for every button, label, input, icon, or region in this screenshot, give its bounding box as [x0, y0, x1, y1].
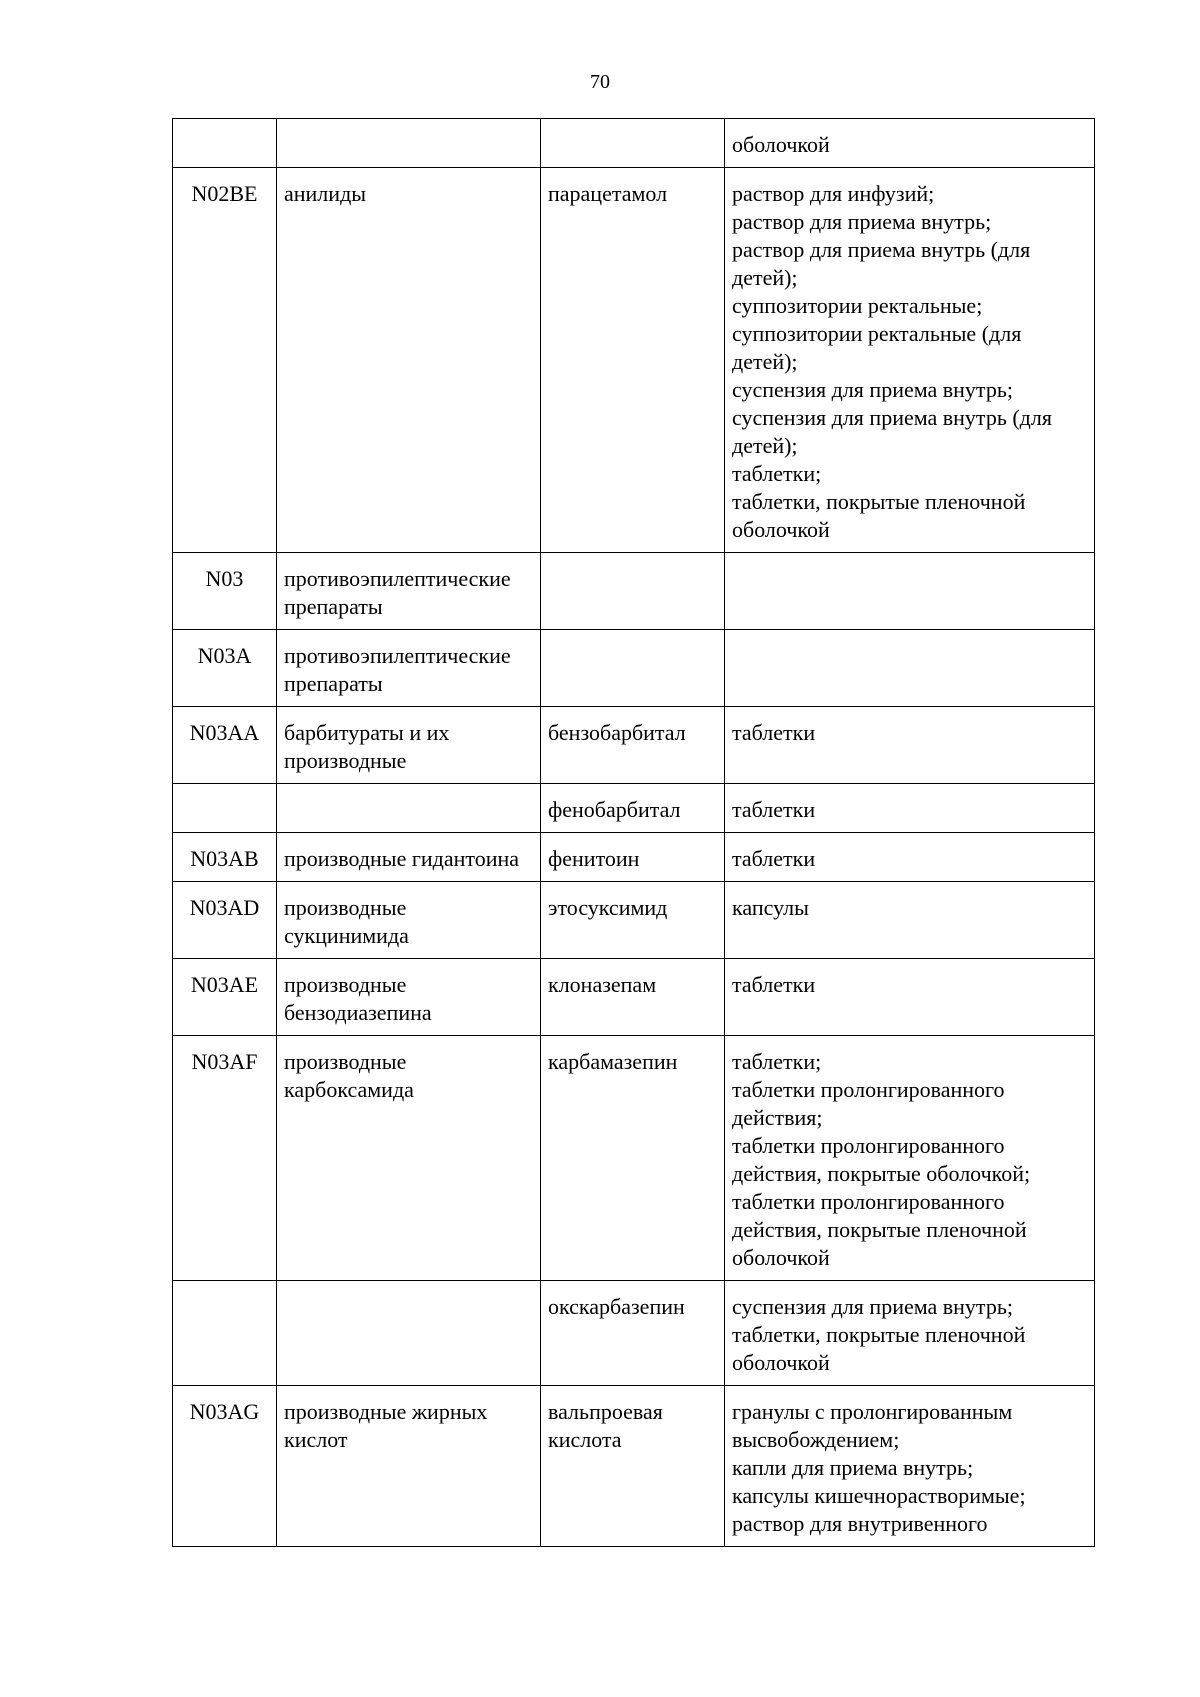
group-cell	[277, 784, 541, 833]
atc-code-cell: N03AA	[173, 707, 277, 784]
group-cell: противоэпилептические препараты	[277, 630, 541, 707]
substance-cell: карбамазепин	[541, 1036, 725, 1281]
table-row	[173, 168, 1095, 553]
dosage-form-cell: капсулы	[725, 882, 1095, 959]
table-row	[173, 833, 1095, 882]
atc-code-cell	[173, 119, 277, 168]
atc-code-cell: N03AD	[173, 882, 277, 959]
dosage-form-cell: суспензия для приема внутрь; таблетки, покрытые пленочной оболочкой	[725, 1281, 1095, 1386]
substance-cell: клоназепам	[541, 959, 725, 1036]
group-cell	[277, 1281, 541, 1386]
dosage-form-cell: таблетки	[725, 959, 1095, 1036]
drug-table	[172, 118, 1095, 1547]
substance-cell	[541, 119, 725, 168]
group-cell: производные гидантоина	[277, 833, 541, 882]
atc-code-cell	[173, 784, 277, 833]
group-cell: производные сукцинимида	[277, 882, 541, 959]
dosage-form-cell: гранулы с пролонгированным высвобождением; капли для приема внутрь; капсулы кишечнорастворимые; раствор для внутривенного	[725, 1386, 1095, 1547]
atc-code-cell: N03A	[173, 630, 277, 707]
group-cell: производные бензодиазепина	[277, 959, 541, 1036]
table-row	[173, 959, 1095, 1036]
substance-cell	[541, 553, 725, 630]
group-cell: производные карбоксамида	[277, 1036, 541, 1281]
atc-code-cell: N03	[173, 553, 277, 630]
group-cell: производные жирных кислот	[277, 1386, 541, 1547]
atc-code-cell: N03AF	[173, 1036, 277, 1281]
group-cell: барбитураты и их производные	[277, 707, 541, 784]
table-row	[173, 630, 1095, 707]
substance-cell	[541, 630, 725, 707]
substance-cell: этосуксимид	[541, 882, 725, 959]
group-cell	[277, 119, 541, 168]
dosage-form-cell: таблетки	[725, 707, 1095, 784]
atc-code-cell: N03AE	[173, 959, 277, 1036]
substance-cell: окскарбазепин	[541, 1281, 725, 1386]
atc-code-cell: N03AB	[173, 833, 277, 882]
atc-code-cell: N03AG	[173, 1386, 277, 1547]
table-row	[173, 1281, 1095, 1386]
group-cell: анилиды	[277, 168, 541, 553]
dosage-form-cell: таблетки	[725, 833, 1095, 882]
dosage-form-cell: таблетки	[725, 784, 1095, 833]
table-row	[173, 553, 1095, 630]
substance-cell: бензобарбитал	[541, 707, 725, 784]
table-row	[173, 1036, 1095, 1281]
substance-cell: фенитоин	[541, 833, 725, 882]
substance-cell: вальпроевая кислота	[541, 1386, 725, 1547]
dosage-form-cell: раствор для инфузий; раствор для приема внутрь; раствор для приема внутрь (для детей); суппозитории ректальные; суппозитории ректальные (для детей); суспензия для приема внутрь; суспензия для приема внутрь (для детей); таблетки; таблетки, покрытые пленочной оболочкой	[725, 168, 1095, 553]
dosage-form-cell	[725, 630, 1095, 707]
dosage-form-cell: оболочкой	[725, 119, 1095, 168]
group-cell: противоэпилептические препараты	[277, 553, 541, 630]
table-row	[173, 707, 1095, 784]
substance-cell: фенобарбитал	[541, 784, 725, 833]
page-number: 70	[590, 71, 610, 93]
dosage-form-cell: таблетки; таблетки пролонгированного действия; таблетки пролонгированного действия, покрытые оболочкой; таблетки пролонгированного действия, покрытые пленочной оболочкой	[725, 1036, 1095, 1281]
table-row	[173, 882, 1095, 959]
substance-cell: парацетамол	[541, 168, 725, 553]
table-row	[173, 784, 1095, 833]
table-row	[173, 119, 1095, 168]
dosage-form-cell	[725, 553, 1095, 630]
atc-code-cell	[173, 1281, 277, 1386]
atc-code-cell: N02BE	[173, 168, 277, 553]
table-row	[173, 1386, 1095, 1547]
